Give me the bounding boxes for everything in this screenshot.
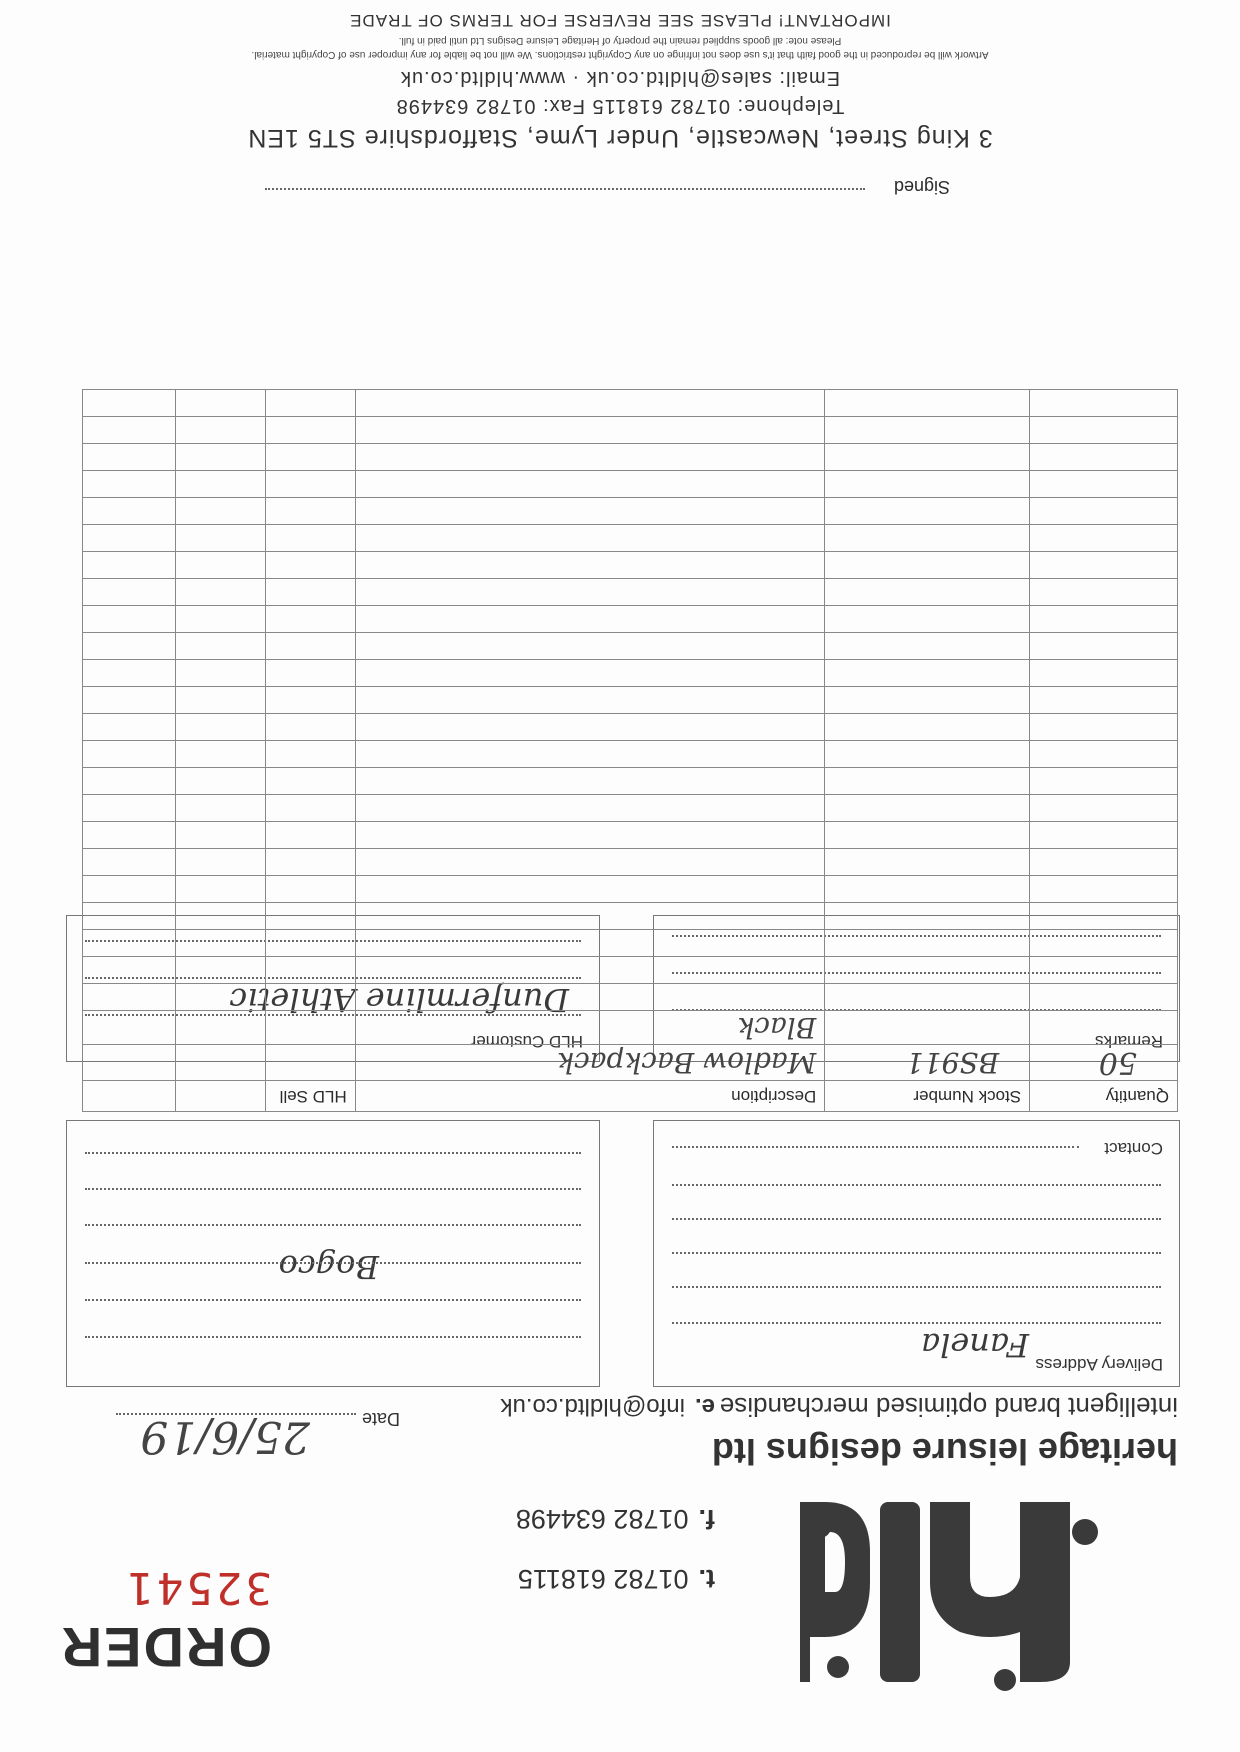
table-cell[interactable]: [1030, 822, 1178, 849]
table-cell[interactable]: [355, 768, 825, 795]
table-cell[interactable]: [355, 417, 825, 444]
table-cell[interactable]: [83, 633, 176, 660]
table-cell[interactable]: [825, 984, 1030, 1011]
table-row[interactable]: [83, 795, 1178, 822]
table-cell[interactable]: [1030, 498, 1178, 525]
table-row[interactable]: [83, 525, 1178, 552]
table-cell[interactable]: [265, 525, 355, 552]
table-cell[interactable]: [83, 822, 176, 849]
table-row[interactable]: [83, 552, 1178, 579]
table-row[interactable]: [83, 687, 1178, 714]
table-cell[interactable]: [355, 849, 825, 876]
table-cell[interactable]: [355, 498, 825, 525]
footer-important-notice: IMPORTANT! PLEASE SEE REVERSE FOR TERMS OF TRADE: [349, 11, 891, 30]
dotted-line: [672, 1184, 1161, 1186]
table-row[interactable]: [83, 849, 1178, 876]
table-cell[interactable]: [175, 633, 265, 660]
table-cell[interactable]: [1030, 687, 1178, 714]
table-cell[interactable]: [175, 552, 265, 579]
order-title: ORDER: [59, 1616, 272, 1679]
cell-hld-sell[interactable]: [265, 1011, 355, 1045]
table-cell[interactable]: [1030, 660, 1178, 687]
company-name: heritage leisure designs ltd: [711, 1431, 1178, 1472]
table-row[interactable]: [83, 444, 1178, 471]
phone-line: [518, 1563, 715, 1594]
table-cell[interactable]: [175, 498, 265, 525]
order-number: 32541: [124, 1562, 272, 1613]
cell-stock-number[interactable]: [825, 1011, 1030, 1045]
table-cell[interactable]: [355, 714, 825, 741]
table-cell[interactable]: [175, 390, 265, 417]
table-cell[interactable]: [1030, 579, 1178, 606]
fax-line: [516, 1503, 715, 1534]
table-cell[interactable]: [265, 471, 355, 498]
table-cell[interactable]: [265, 498, 355, 525]
hld-logo: [800, 1492, 1110, 1692]
header-blank: [83, 1081, 176, 1112]
table-cell[interactable]: [175, 687, 265, 714]
table-cell[interactable]: [83, 552, 176, 579]
table-cell[interactable]: [355, 606, 825, 633]
table-cell[interactable]: [265, 417, 355, 444]
table-row[interactable]: [83, 660, 1178, 687]
table-cell[interactable]: [355, 471, 825, 498]
table-cell[interactable]: [265, 930, 355, 957]
email-address: info@hldltd.co.uk: [500, 1393, 685, 1420]
table-cell[interactable]: [1030, 930, 1178, 957]
table-row[interactable]: [83, 606, 1178, 633]
dotted-line: [672, 1252, 1161, 1254]
signature-line[interactable]: [265, 188, 865, 190]
table-cell[interactable]: [825, 714, 1030, 741]
date-label: Date: [361, 1409, 400, 1429]
cell-blank[interactable]: [175, 1011, 265, 1045]
table-cell[interactable]: [175, 444, 265, 471]
header-description: Description: [355, 1081, 825, 1112]
cell-blank[interactable]: [83, 1045, 176, 1081]
cell-quantity[interactable]: [1030, 1011, 1178, 1045]
table-cell[interactable]: [825, 876, 1030, 903]
contact-dotted-line: [672, 1146, 1079, 1148]
table-cell[interactable]: [265, 633, 355, 660]
table-cell[interactable]: [1030, 525, 1178, 552]
dotted-line: [85, 1262, 581, 1264]
cell-description[interactable]: Black: [355, 1011, 825, 1045]
table-cell[interactable]: [265, 795, 355, 822]
table-row[interactable]: [83, 957, 1178, 984]
table-cell[interactable]: [355, 876, 825, 903]
fax-label: f.: [698, 1504, 715, 1534]
table-cell[interactable]: [175, 768, 265, 795]
header-quantity: Quantity: [1030, 1081, 1178, 1112]
table-cell[interactable]: [83, 444, 176, 471]
table-cell[interactable]: [175, 984, 265, 1011]
table-cell[interactable]: [83, 714, 176, 741]
table-cell[interactable]: [265, 741, 355, 768]
table-cell[interactable]: [825, 768, 1030, 795]
address-box-right[interactable]: [66, 1120, 600, 1387]
table-cell[interactable]: [83, 498, 176, 525]
table-cell[interactable]: [175, 525, 265, 552]
table-header-row: [83, 1081, 1178, 1112]
table-cell[interactable]: [265, 444, 355, 471]
table-cell[interactable]: [175, 876, 265, 903]
table-cell[interactable]: [175, 795, 265, 822]
table-row[interactable]: [83, 768, 1178, 795]
table-cell[interactable]: [825, 579, 1030, 606]
phone-number: 01782 618115: [517, 1564, 689, 1594]
table-cell[interactable]: [83, 849, 176, 876]
table-cell[interactable]: [825, 417, 1030, 444]
table-cell[interactable]: [355, 903, 825, 930]
table-cell[interactable]: [83, 606, 176, 633]
table-cell[interactable]: [265, 390, 355, 417]
table-cell[interactable]: [355, 984, 825, 1011]
table-cell[interactable]: [355, 390, 825, 417]
fax-number: 01782 634498: [515, 1504, 689, 1534]
date-value: 25/6/19: [140, 1411, 310, 1462]
table-cell[interactable]: [1030, 876, 1178, 903]
table-cell[interactable]: [355, 687, 825, 714]
table-row[interactable]: [83, 1045, 1178, 1081]
table-cell[interactable]: [1030, 957, 1178, 984]
table-cell[interactable]: [265, 984, 355, 1011]
dotted-line: [672, 1218, 1161, 1220]
table-row[interactable]: [83, 903, 1178, 930]
table-cell[interactable]: [265, 606, 355, 633]
table-cell[interactable]: [83, 768, 176, 795]
table-cell[interactable]: [265, 903, 355, 930]
table-cell[interactable]: [1030, 417, 1178, 444]
table-row[interactable]: [83, 1011, 1178, 1045]
table-cell[interactable]: [825, 687, 1030, 714]
table-row[interactable]: [83, 471, 1178, 498]
table-cell[interactable]: [175, 741, 265, 768]
table-cell[interactable]: [265, 768, 355, 795]
table-cell[interactable]: [355, 957, 825, 984]
table-cell[interactable]: [83, 525, 176, 552]
cell-blank[interactable]: [175, 1045, 265, 1081]
table-cell[interactable]: [1030, 768, 1178, 795]
table-cell[interactable]: [355, 444, 825, 471]
table-cell[interactable]: [355, 633, 825, 660]
cell-blank[interactable]: [83, 1011, 176, 1045]
table-row[interactable]: [83, 714, 1178, 741]
email-label: e.: [694, 1393, 715, 1420]
table-cell[interactable]: [825, 444, 1030, 471]
table-cell[interactable]: [825, 957, 1030, 984]
table-cell[interactable]: [83, 903, 176, 930]
header-stock-number: Stock Number: [825, 1081, 1030, 1112]
table-cell[interactable]: [83, 417, 176, 444]
table-cell[interactable]: [83, 984, 176, 1011]
table-cell[interactable]: [265, 552, 355, 579]
cell-description[interactable]: Madlow Backpack: [355, 1045, 825, 1081]
table-cell[interactable]: [175, 579, 265, 606]
table-cell[interactable]: [355, 660, 825, 687]
delivery-address-box[interactable]: [278, 1120, 1180, 1387]
table-row[interactable]: [83, 822, 1178, 849]
delivery-line-2: Bogco: [278, 1248, 379, 1286]
order-items-table: [82, 389, 1178, 1112]
table-cell[interactable]: [1030, 984, 1178, 1011]
table-cell[interactable]: [355, 795, 825, 822]
table-cell[interactable]: [355, 579, 825, 606]
table-cell[interactable]: [265, 822, 355, 849]
cell-hld-sell[interactable]: [265, 1045, 355, 1081]
table-cell[interactable]: [83, 579, 176, 606]
table-cell[interactable]: [265, 579, 355, 606]
table-row[interactable]: [83, 876, 1178, 903]
table-cell[interactable]: [83, 795, 176, 822]
table-cell[interactable]: [265, 849, 355, 876]
dotted-line: [85, 1224, 581, 1226]
header-hld-sell: HLD Sell: [265, 1081, 355, 1112]
table-row[interactable]: [83, 741, 1178, 768]
table-cell[interactable]: [265, 660, 355, 687]
dotted-line: [85, 1152, 581, 1154]
table-cell[interactable]: [1030, 390, 1178, 417]
table-cell[interactable]: [83, 876, 176, 903]
dotted-line: [85, 1188, 581, 1190]
dotted-line: [672, 1322, 1161, 1324]
table-cell[interactable]: [175, 930, 265, 957]
table-row[interactable]: [83, 579, 1178, 606]
table-cell[interactable]: [83, 687, 176, 714]
table-cell[interactable]: [825, 390, 1030, 417]
table-row[interactable]: [83, 498, 1178, 525]
table-cell[interactable]: [175, 660, 265, 687]
table-cell[interactable]: [825, 795, 1030, 822]
table-cell[interactable]: [175, 822, 265, 849]
table-cell[interactable]: [355, 930, 825, 957]
table-cell[interactable]: [355, 552, 825, 579]
table-cell[interactable]: [83, 930, 176, 957]
table-row[interactable]: [83, 390, 1178, 417]
signed-label: Signed: [893, 177, 950, 197]
dotted-line: [672, 1286, 1161, 1288]
table-cell[interactable]: [83, 471, 176, 498]
email-line: [501, 1392, 715, 1420]
table-cell[interactable]: [825, 822, 1030, 849]
hld-customer-value: Dunfermline Athletic: [229, 981, 569, 1019]
table-cell[interactable]: [825, 498, 1030, 525]
table-cell[interactable]: [175, 606, 265, 633]
hld-logo-graphic: [800, 1492, 1110, 1692]
footer-web: Email: sales@hldltd.co.uk · www.hldltd.co.uk: [400, 67, 841, 89]
table-cell[interactable]: [175, 714, 265, 741]
table-cell[interactable]: [1030, 444, 1178, 471]
contact-label: Contact: [1104, 1139, 1163, 1158]
table-cell[interactable]: [1030, 471, 1178, 498]
table-cell[interactable]: [825, 930, 1030, 957]
dotted-line: [85, 1299, 581, 1301]
order-heading: [52, 1562, 272, 1680]
table-cell[interactable]: [825, 552, 1030, 579]
hld-customer-label: HLD Customer: [470, 1032, 583, 1051]
table-cell[interactable]: [83, 741, 176, 768]
table-body: [83, 390, 1178, 1081]
footer-ownership-notice: Please note: all goods supplied remain the property of Heritage Leisure Designs Ltd until paid in full.: [398, 35, 842, 46]
company-tagline: intelligent brand optimised merchandise: [719, 1392, 1178, 1422]
table-cell[interactable]: [1030, 552, 1178, 579]
table-row[interactable]: [83, 984, 1178, 1011]
cell-stock-number[interactable]: BS911: [825, 1045, 1030, 1081]
table-cell[interactable]: [355, 822, 825, 849]
footer-address: 3 King Street, Newcastle, Under Lyme, Staffordshire ST5 1EN: [247, 124, 993, 152]
table-cell[interactable]: [1030, 714, 1178, 741]
dotted-line: [85, 1336, 581, 1338]
delivery-line-1: Fanela: [921, 1326, 1029, 1364]
table-cell[interactable]: [265, 687, 355, 714]
table-cell[interactable]: [1030, 606, 1178, 633]
table-cell[interactable]: [265, 876, 355, 903]
table-cell[interactable]: [83, 390, 176, 417]
table-cell[interactable]: [825, 633, 1030, 660]
table-cell[interactable]: [1030, 741, 1178, 768]
table-row[interactable]: [83, 930, 1178, 957]
phone-label: t.: [698, 1564, 715, 1594]
table-cell[interactable]: [1030, 633, 1178, 660]
table-cell[interactable]: [1030, 795, 1178, 822]
table-cell[interactable]: [265, 714, 355, 741]
table-cell[interactable]: [355, 741, 825, 768]
table-cell[interactable]: [83, 660, 176, 687]
table-cell[interactable]: [175, 849, 265, 876]
table-cell[interactable]: [825, 525, 1030, 552]
table-cell[interactable]: [175, 471, 265, 498]
table-cell[interactable]: [825, 903, 1030, 930]
table-cell[interactable]: [175, 417, 265, 444]
remarks-label: Remarks: [1094, 1032, 1163, 1051]
delivery-address-label: Delivery Address: [1035, 1355, 1163, 1374]
table-row[interactable]: [83, 417, 1178, 444]
table-cell[interactable]: [175, 903, 265, 930]
table-cell[interactable]: [175, 957, 265, 984]
table-cell[interactable]: [1030, 903, 1178, 930]
table-row[interactable]: [83, 633, 1178, 660]
footer-copyright-notice: Artwork will be reproduced in the good faith that it's use does not infringe on any Copyright restrictions. We will not be liable for any improper use of Copyright material.: [251, 49, 989, 60]
footer-telephone: Telephone: 01782 618115 Fax: 01782 634498: [395, 95, 845, 117]
table-cell[interactable]: [355, 525, 825, 552]
table-cell[interactable]: [1030, 849, 1178, 876]
table-cell[interactable]: [83, 957, 176, 984]
table-cell[interactable]: [825, 849, 1030, 876]
table-cell[interactable]: [825, 606, 1030, 633]
table-cell[interactable]: [825, 471, 1030, 498]
table-cell[interactable]: [825, 660, 1030, 687]
header-blank: [175, 1081, 265, 1112]
table-cell[interactable]: [825, 741, 1030, 768]
table-cell[interactable]: [265, 957, 355, 984]
cell-quantity[interactable]: 50: [1030, 1045, 1178, 1081]
